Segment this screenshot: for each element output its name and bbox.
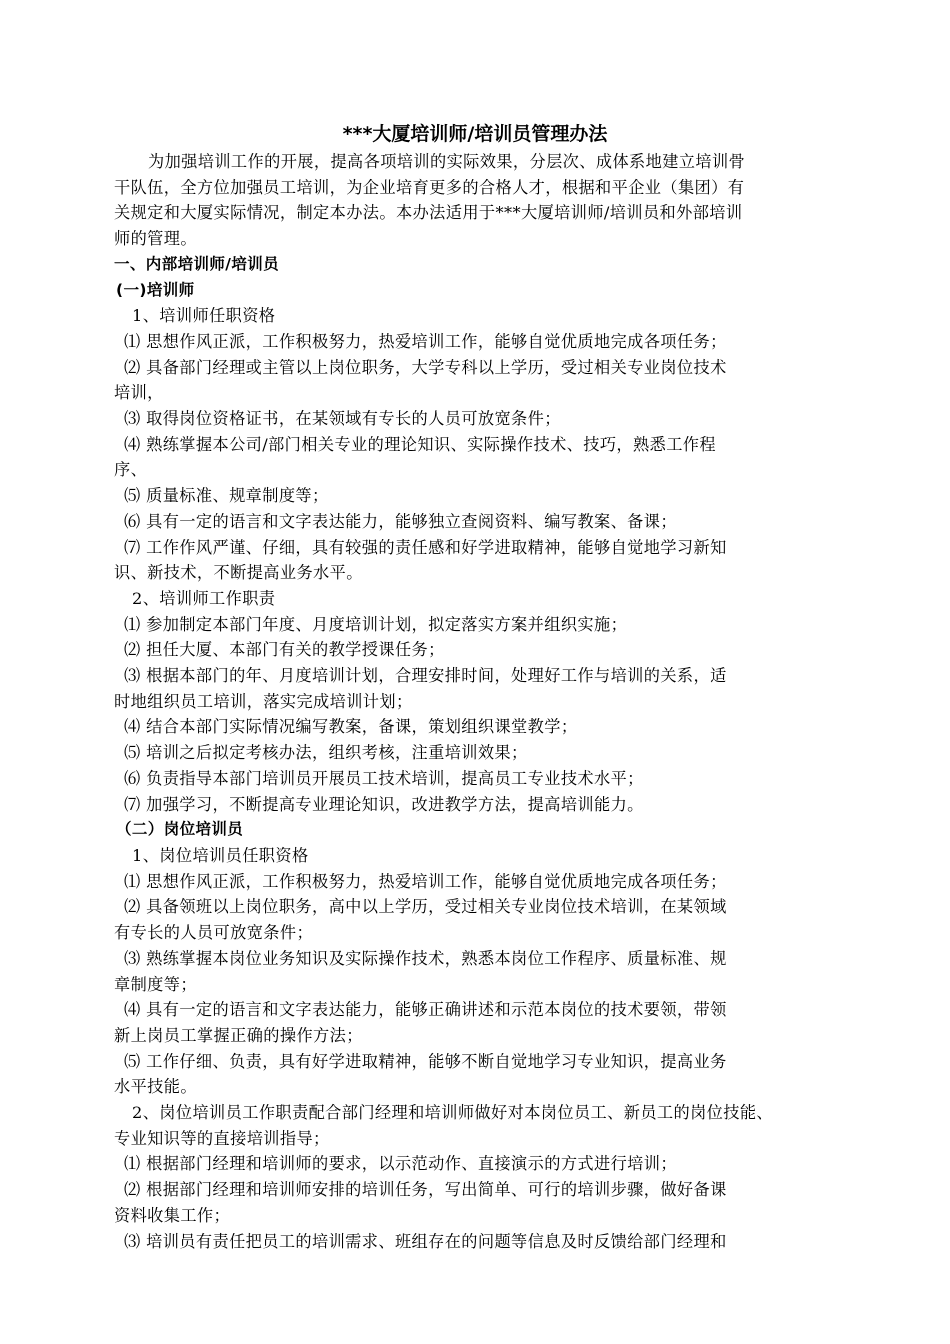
- paragraph-line: ⑶ 取得岗位资格证书，在某领域有专长的人员可放宽条件；: [124, 409, 561, 429]
- paragraph-line: 章制度等；: [114, 974, 197, 994]
- paragraph-line: ⑷ 熟练掌握本公司/部门相关专业的理论知识、实际操作技术、技巧，熟悉工作程: [124, 434, 716, 454]
- paragraph-line: 干队伍，全方位加强员工培训，为企业培育更多的合格人才，根据和平企业（集团）有: [114, 177, 745, 197]
- paragraph-line: ⑶ 培训员有责任把员工的培训需求、班组存在的问题等信息及时反馈给部门经理和: [124, 1231, 727, 1251]
- numbered-heading: 2、培训师工作职责: [132, 588, 276, 608]
- paragraph-line: ⑶ 熟练掌握本岗位业务知识及实际操作技术，熟悉本岗位工作程序、质量标准、规: [124, 948, 727, 968]
- numbered-heading: 1、培训师任职资格: [132, 306, 276, 326]
- paragraph-line: 为加强培训工作的开展，提高各项培训的实际效果，分层次、成体系地建立培训骨: [148, 152, 746, 171]
- document-title: ***大厦培训师/培训员管理办法: [342, 123, 608, 145]
- paragraph-line: ⑺ 加强学习，不断提高专业理论知识，改进教学方法，提高培训能力。: [124, 794, 644, 814]
- paragraph-line: ⑵ 根据部门经理和培训师安排的培训任务，写出简单、可行的培训步骤，做好备课: [124, 1180, 727, 1200]
- paragraph-line: ⑷ 结合本部门实际情况编写教案，备课，策划组织课堂教学；: [124, 717, 578, 737]
- paragraph-line: 时地组织员工培训，落实完成培训计划；: [114, 691, 413, 711]
- paragraph-line: 识、新技术，不断提高业务水平。: [114, 563, 363, 583]
- paragraph-line: ⑵ 担任大厦、本部门有关的教学授课任务；: [124, 640, 445, 660]
- document-body: [114, 149, 862, 1254]
- paragraph-line: 序、: [114, 460, 148, 480]
- subsection-heading: (一)培训师: [116, 280, 195, 299]
- paragraph-line: 专业知识等的直接培训指导；: [114, 1128, 330, 1148]
- paragraph-line: 师的管理。: [114, 229, 197, 249]
- paragraph-line: 新上岗员工掌握正确的操作方法；: [114, 1025, 363, 1045]
- paragraph-line: ⑶ 根据本部门的年、月度培训计划，合理安排时间，处理好工作与培训的关系，适: [124, 666, 727, 686]
- paragraph-line: 有专长的人员可放宽条件；: [114, 923, 314, 943]
- paragraph-line: ⑺ 工作作风严谨、仔细，具有较强的责任感和好学进取精神，能够自觉地学习新知: [124, 537, 727, 557]
- numbered-heading: 1、岗位培训员任职资格: [132, 845, 309, 865]
- paragraph-line: 水平技能。: [114, 1077, 197, 1097]
- paragraph-line: 关规定和大厦实际情况，制定本办法。本办法适用于***大厦培训师/培训员和外部培训: [114, 203, 743, 223]
- paragraph-line: ⑴ 思想作风正派，工作积极努力，热爱培训工作，能够自觉优质地完成各项任务；: [124, 871, 727, 891]
- paragraph-line: ⑸ 工作仔细、负责，具有好学进取精神，能够不断自觉地学习专业知识，提高业务: [124, 1051, 727, 1071]
- paragraph-line: ⑴ 思想作风正派，工作积极努力，热爱培训工作，能够自觉优质地完成各项任务；: [124, 331, 727, 351]
- paragraph-line: ⑴ 根据部门经理和培训师的要求，以示范动作、直接演示的方式进行培训；: [124, 1154, 677, 1174]
- paragraph-line: 资料收集工作；: [114, 1205, 231, 1225]
- paragraph-line: 培训，: [114, 383, 164, 403]
- paragraph-line: ⑸ 质量标准、规章制度等；: [124, 486, 329, 506]
- paragraph-line: ⑷ 具有一定的语言和文字表达能力，能够正确讲述和示范本岗位的技术要领，带领: [124, 1000, 727, 1020]
- subsection-heading: （二）岗位培训员: [116, 820, 244, 839]
- numbered-heading: 2、岗位培训员工作职责配合部门经理和培训师做好对本岗位员工、新员工的岗位技能、: [132, 1103, 774, 1123]
- paragraph-line: ⑸ 培训之后拟定考核办法，组织考核，注重培训效果；: [124, 743, 528, 763]
- paragraph-line: ⑹ 负责指导本部门培训员开展员工技术培训，提高员工专业技术水平；: [124, 768, 644, 788]
- paragraph-line: ⑵ 具备领班以上岗位职务，高中以上学历，受过相关专业岗位技术培训，在某领域: [124, 897, 727, 917]
- section-heading: 一、内部培训师/培训员: [114, 254, 280, 273]
- paragraph-line: ⑴ 参加制定本部门年度、月度培训计划，拟定落实方案并组织实施；: [124, 614, 628, 634]
- paragraph-line: ⑵ 具备部门经理或主管以上岗位职务，大学专科以上学历，受过相关专业岗位技术: [124, 357, 727, 377]
- paragraph-line: ⑹ 具有一定的语言和文字表达能力，能够独立查阅资料、编写教案、备课；: [124, 511, 677, 531]
